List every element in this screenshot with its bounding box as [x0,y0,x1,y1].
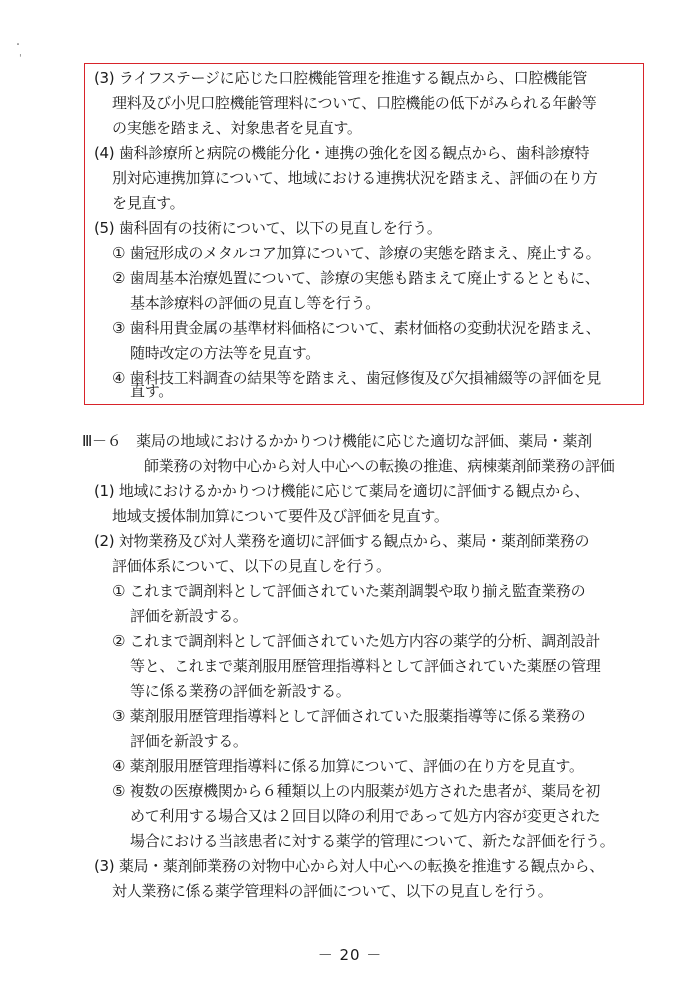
item-3-line: の実態を踏まえ、対象患者を見直す。 [112,119,362,137]
item-4-line: を見直す。 [112,194,185,212]
item-5-4-line: ④ 歯科技工料調査の結果等を踏まえ、歯冠修復及び欠損補綴等の評価を見 [112,369,601,387]
s-item-1-line: 地域支援体制加算について要件及び評価を見直す。 [112,507,449,525]
item-5-line: (5) 歯科固有の技術について、以下の見直しを行う。 [94,219,442,237]
item-5-2-line: ② 歯周基本治療処置について、診療の実態も踏まえて廃止するとともに、 [112,269,600,287]
item-4-line: (4) 歯科診療所と病院の機能分化・連携の強化を図る観点から、歯科診療特 [94,144,590,162]
s-item-2-2-line: 等と、これまで薬剤服用歴管理指導料として評価されていた薬歴の管理 [130,657,601,675]
s-item-3-line: (3) 薬局・薬剤師業務の対物中心から対人中心への転換を推進する観点から、 [94,857,604,875]
s-item-2-1-line: ① これまで調剤料として評価されていた薬剤調製や取り揃え監査業務の [112,582,586,600]
item-5-1-line: ① 歯冠形成のメタルコア加算について、診療の実態を踏まえ、廃止する。 [112,244,601,262]
item-5-3-line: ③ 歯科用貴金属の基準材料価格について、素材価格の変動状況を踏まえ、 [112,319,601,337]
s-item-2-3-line: 評価を新設する。 [130,732,248,750]
s-item-2-5-line: ⑤ 複数の医療機関から６種類以上の内服薬が処方された患者が、薬局を初 [112,782,601,800]
s-item-2-5-line: 場合における当該患者に対する薬学的管理について、新たな評価を行う。 [130,832,615,850]
item-5-3-line: 随時改定の方法等を見直す。 [130,344,320,362]
s-item-2-1-line: 評価を新設する。 [130,607,248,625]
item-5-2-line: 基本診療料の評価の見直し等を行う。 [130,294,380,312]
page-number: － 20 － [317,946,383,964]
item-5-4-line-2: 直す。 [130,382,173,400]
s-item-3-line: 対人業務に係る薬学管理料の評価について、以下の見直しを行う。 [112,882,553,900]
s-item-2-4-line: ④ 薬剤服用歴管理指導料に係る加算について、評価の在り方を見直す。 [112,757,584,775]
scan-mark: ・ [13,40,23,51]
s-item-2-5-line: めて利用する場合又は２回目以降の利用であって処方内容が変更された [130,807,601,825]
item-3-line: 理料及び小児口腔機能管理料について、口腔機能の低下がみられる年齢等 [112,94,597,112]
scan-mark: ' [19,53,22,64]
s-item-2-3-line: ③ 薬剤服用歴管理指導料として評価されていた服薬指導等に係る業務の [112,707,586,725]
s-item-2-2-line: 等に係る業務の評価を新設する。 [130,682,351,700]
s-item-2-2-line: ② これまで調剤料として評価されていた処方内容の薬学的分析、調剤設計 [112,632,601,650]
s-item-2-line: (2) 対物業務及び対人業務を適切に評価する観点から、薬局・薬剤師業務の [94,532,590,550]
item-3-line: (3) ライフステージに応じた口腔機能管理を推進する観点から、口腔機能管 [94,69,588,87]
item-4-line: 別対応連携加算について、地域における連携状況を踏まえ、評価の在り方 [112,169,598,187]
s-item-1-line: (1) 地域におけるかかりつけ機能に応じて薬局を適切に評価する観点から、 [94,482,590,500]
s-item-2-line: 評価体系について、以下の見直しを行う。 [112,557,391,575]
section-heading: 師業務の対物中心から対人中心への転換の推進、病棟薬剤師業務の評価 [144,457,615,475]
section-heading: Ⅲ－６ 薬局の地域におけるかかりつけ機能に応じた適切な評価、薬局・薬剤 [82,432,592,450]
